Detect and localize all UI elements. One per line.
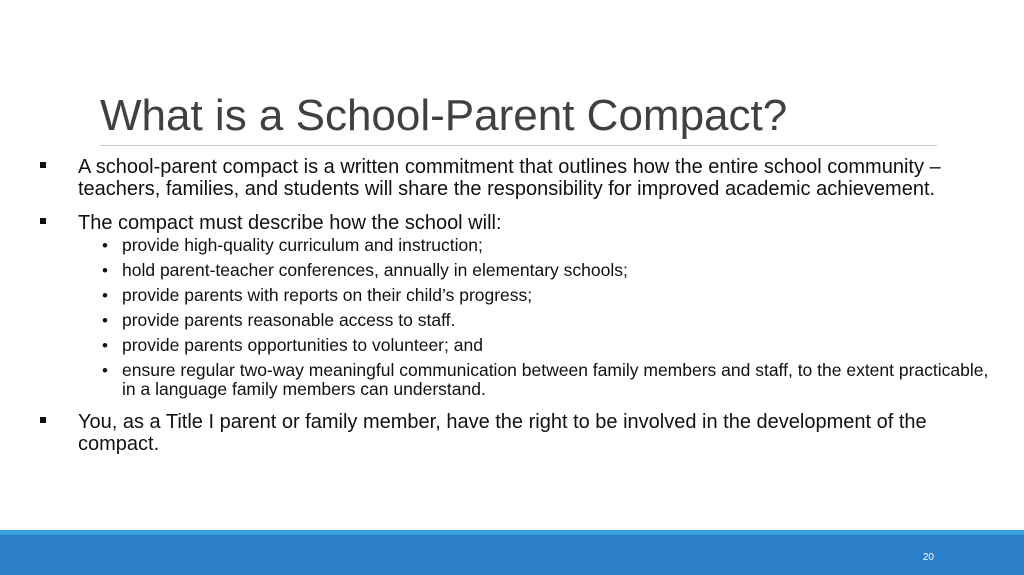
footer-bar bbox=[0, 535, 1024, 575]
bullet-text: The compact must describe how the school will: bbox=[78, 212, 502, 234]
sub-bullet-item bbox=[78, 286, 996, 305]
title-divider bbox=[100, 145, 937, 146]
round-bullet-icon: • bbox=[102, 361, 108, 380]
bullet-item bbox=[36, 156, 996, 200]
sub-bullet-text: hold parent-teacher conferences, annually in elementary schools; bbox=[122, 260, 628, 280]
sub-bullet-item bbox=[78, 236, 996, 255]
bullet-text: You, as a Title I parent or family member, have the right to be involved in the development of the compact. bbox=[78, 411, 927, 455]
round-bullet-icon: • bbox=[102, 336, 108, 355]
sub-bullet-item bbox=[78, 261, 996, 280]
page-number: 20 bbox=[922, 552, 934, 563]
square-bullet-icon bbox=[40, 417, 46, 423]
round-bullet-icon: • bbox=[102, 236, 108, 255]
sub-bullet-item bbox=[78, 361, 996, 399]
sub-bullet-text: provide parents opportunities to volunteer; and bbox=[122, 335, 483, 355]
sub-bullet-list bbox=[78, 236, 996, 399]
sub-bullet-text: provide parents with reports on their child’s progress; bbox=[122, 285, 533, 305]
round-bullet-icon: • bbox=[102, 311, 108, 330]
slide-title: What is a School-Parent Compact? bbox=[100, 91, 788, 140]
round-bullet-icon: • bbox=[102, 261, 108, 280]
bullet-item bbox=[36, 212, 996, 399]
sub-bullet-text: ensure regular two-way meaningful communication between family members and staff, to the extent practicable, in a language family members can understand. bbox=[122, 360, 989, 399]
sub-bullet-text: provide parents reasonable access to staff. bbox=[122, 310, 456, 330]
bullet-item bbox=[36, 411, 996, 455]
sub-bullet-item bbox=[78, 311, 996, 330]
slide-body bbox=[36, 156, 996, 467]
square-bullet-icon bbox=[40, 162, 46, 168]
sub-bullet-item bbox=[78, 336, 996, 355]
round-bullet-icon: • bbox=[102, 286, 108, 305]
sub-bullet-text: provide high-quality curriculum and instruction; bbox=[122, 235, 483, 255]
bullet-text: A school-parent compact is a written commitment that outlines how the entire school community – teachers, families, and students will share the responsibility for improved academic achievement. bbox=[78, 156, 941, 200]
square-bullet-icon bbox=[40, 218, 46, 224]
